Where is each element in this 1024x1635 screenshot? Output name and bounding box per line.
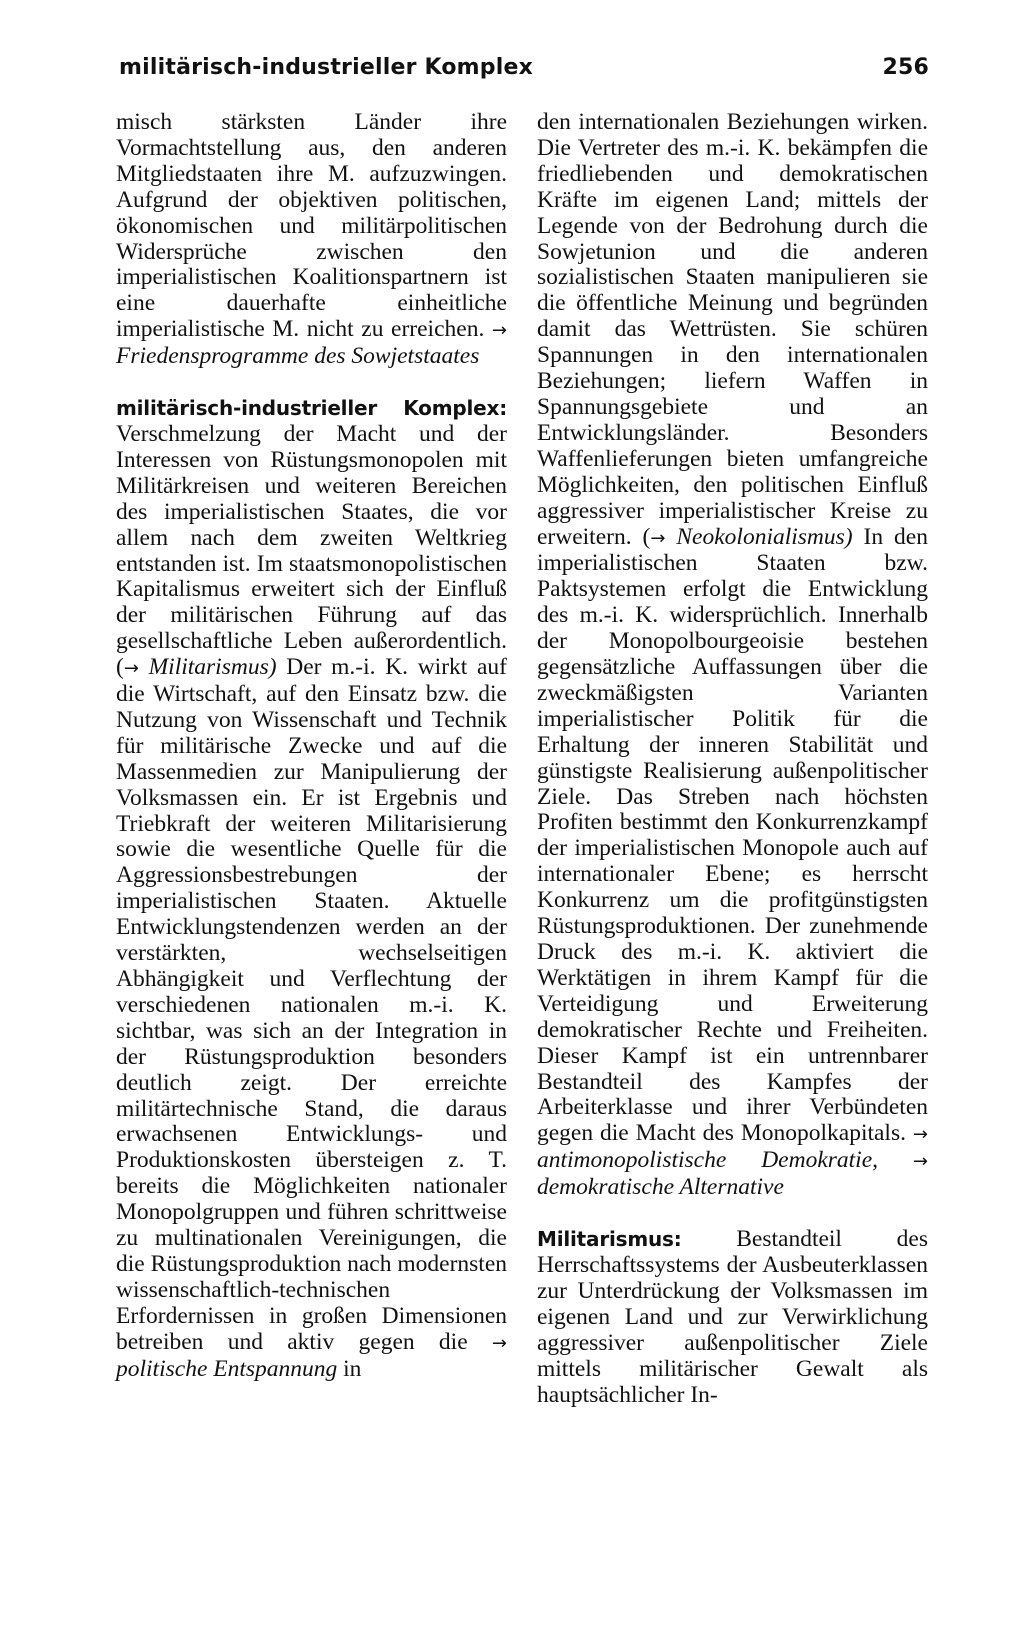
cross-reference-arrow-icon: → bbox=[491, 320, 507, 342]
dictionary-entry-military-industrial-complex bbox=[116, 396, 507, 1382]
cross-reference-arrow-icon: → bbox=[650, 527, 666, 549]
body-text: den internationalen Beziehungen wirken. Die Vertreter des m.-i. K. bekämpfen die friedliebenden und demokratischen Kräfte im eigenen Land; mittels der Legende von der Bedrohung durch die Sowjetunion und die anderen sozialistischen Staaten manipulieren sie die öffentliche Meinung und begründen damit das Wettrüsten. Sie schüren Spannungen in den internationalen Beziehungen; liefern Waffen in Spannungsgebiete und an Entwicklungsländer. Besonders Waffenlieferungen bieten umfangreiche Möglichkeiten, den politischen Einfluß aggressiver imperialistischer Kreise zu erweitern. ( bbox=[537, 109, 928, 550]
body-text: Verschmelzung der Macht und der Interessen von Rüstungsmonopolen mit Militärkreisen und weiteren Bereichen des imperialistischen Staates, die vor allem nach dem zweiten Weltkrieg entstanden ist. Im staatsmonopolistischen Kapitalismus erweitert sich der Einfluß der militärischen Führung auf das gesellschaftliche Leben außerordentlich. ( bbox=[116, 420, 507, 681]
cross-reference-link[interactable]: antimonopolistische Demokratie, bbox=[537, 1147, 913, 1174]
dictionary-entry-militarism bbox=[537, 1227, 928, 1408]
running-header bbox=[119, 55, 929, 95]
entry-headword: militärisch-industrieller Komplex: bbox=[116, 396, 507, 421]
continued-entry-paragraph bbox=[116, 110, 507, 370]
continued-entry-paragraph bbox=[537, 110, 928, 1201]
right-column bbox=[537, 110, 928, 1408]
cross-reference-link[interactable]: Neokolonialismus) bbox=[665, 523, 853, 550]
body-text: in bbox=[337, 1355, 362, 1382]
cross-reference-link[interactable]: Militarismus) bbox=[138, 654, 277, 681]
running-header-title: militärisch-industrieller Komplex bbox=[119, 55, 533, 80]
cross-reference-arrow-icon: → bbox=[491, 1332, 507, 1354]
cross-reference-link[interactable]: Friedensprogramme des Sowjetstaates bbox=[116, 343, 480, 370]
body-text: Bestandteil des Herrschaftssystems der Ausbeuterklassen zur Unterdrückung der Volksmassen im eigenen Land und zur Verwirklichung aggressiver außenpolitischer Ziele mittels militärischer Gewalt als hauptsächlicher In- bbox=[537, 1226, 928, 1408]
cross-reference-arrow-icon: → bbox=[912, 1151, 928, 1173]
page-number: 256 bbox=[882, 55, 929, 80]
cross-reference-arrow-icon: → bbox=[912, 1124, 928, 1146]
body-text: misch stärksten Länder ihre Vormachtstellung aus, den anderen Mitgliedstaaten ihre M. aufzuzwingen. Aufgrund der objektiven politischen, ökonomischen und militärpolitischen Widersprüche zwischen den imperialistischen Koalitionspartnern ist eine dauerhafte einheitliche imperialistische M. nicht zu erreichen. bbox=[116, 109, 507, 343]
cross-reference-link[interactable]: demokratische Alternative bbox=[537, 1174, 784, 1201]
body-text: In den imperialistischen Staaten bzw. Paktsystemen erfolgt die Entwicklung des m.-i. K. widersprüchlich. Innerhalb der Monopolbourgeoisie bestehen gegensätzliche Auffassungen über die zweckmäßigsten Varianten imperialistischer Politik für die Erhaltung der inneren Stabilität und günstigste Realisierung außenpolitischer Ziele. Das Streben nach höchsten Profiten bestimmt den Konkurrenzkampf der imperialistischen Monopole auch auf internationaler Ebene; es herrscht Konkurrenz um die profitgünstigsten Rüstungsproduktionen. Der zunehmende Druck des m.-i. K. aktiviert die Werktätigen in ihrem Kampf für die Verteidigung und Erweiterung demokratischer Rechte und Freiheiten. Dieser Kampf ist ein untrennbarer Bestandteil des Kampfes der Arbeiterklasse und ihrer Verbündeten gegen die Macht des Monopolkapitals. bbox=[537, 523, 928, 1147]
entry-headword: Militarismus: bbox=[537, 1227, 682, 1252]
cross-reference-link[interactable]: politische Entspannung bbox=[116, 1355, 338, 1382]
left-column bbox=[116, 110, 507, 1383]
cross-reference-arrow-icon: → bbox=[123, 658, 139, 680]
body-text: Der m.-i. K. wirkt auf die Wirtschaft, auf den Einsatz bzw. die Nutzung von Wissenschaft und Technik für militärische Zwecke und auf die Massenmedien zur Manipulierung der Volksmassen ein. Er ist Ergebnis und Triebkraft der weiteren Militarisierung sowie die wesentliche Quelle für die Aggressionsbestrebungen der imperialistischen Staaten. Aktuelle Entwicklungstendenzen werden an der verstärkten, wechselseitigen Abhängigkeit und Verflechtung der verschiedenen nationalen m.-i. K. sichtbar, was sich an der Integration in der Rüstungsproduktion besonders deutlich zeigt. Der erreichte militärtechnische Stand, die daraus erwachsenen Entwicklungs- und Produktionskosten übersteigen z. T. bereits die Möglichkeiten nationaler Monopolgruppen und führen schrittweise zu multinationalen Vereinigungen, die die Rüstungsproduktion nach modernsten wissenschaftlich-technischen Erfordernissen in großen Dimensionen betreiben und aktiv gegen die bbox=[116, 654, 507, 1355]
